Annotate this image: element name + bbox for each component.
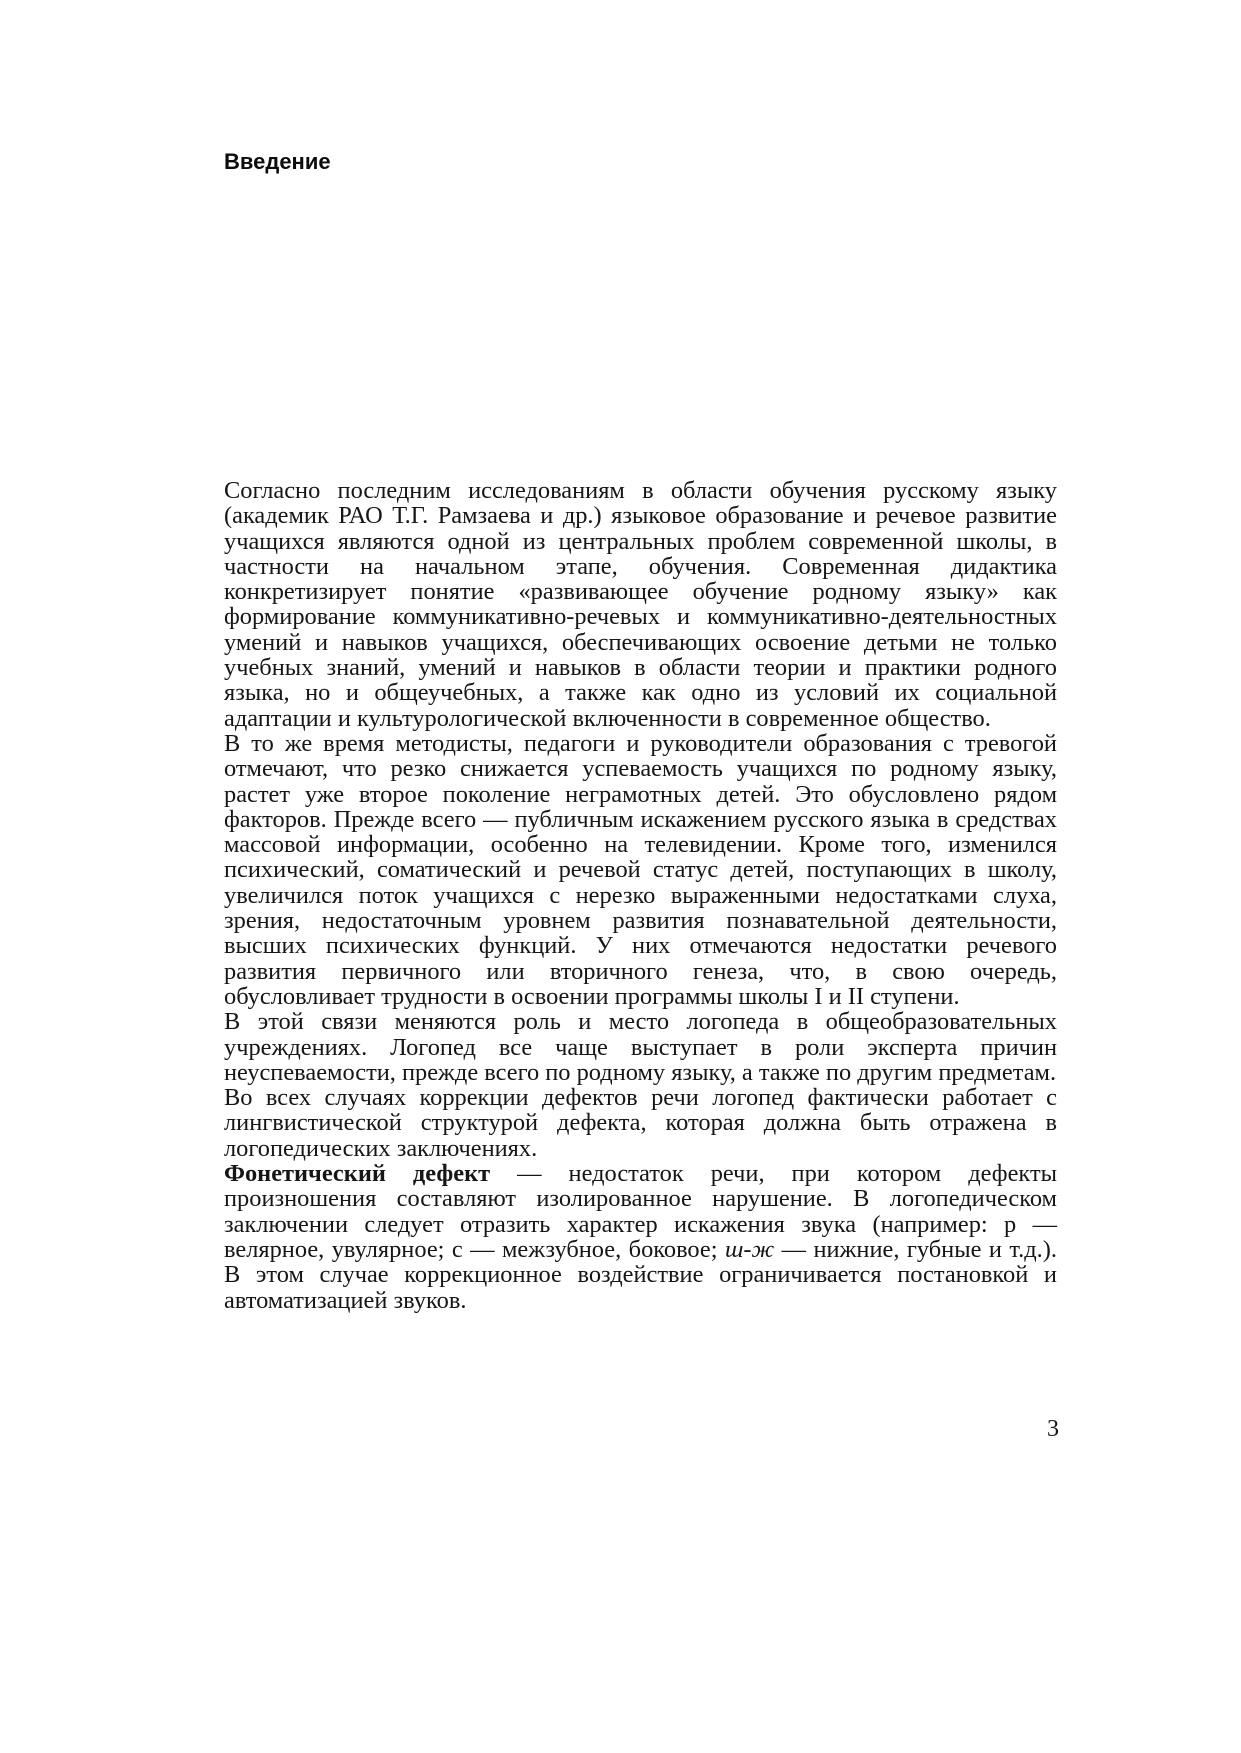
paragraph-phonetic-defect [224, 1161, 1057, 1313]
phonetic-italic-sounds: ш-ж [724, 1235, 775, 1263]
page-number: 3 [1047, 1416, 1059, 1442]
paragraph-concerns: В то же время методисты, педагоги и руководители образования с тревогой отмечают, что резко снижается успеваемость учащихся по родному языку, растет уже второе поколение неграмотных детей. Это обусловлено рядом факторов. Прежде всего — публичным искажением русского языка в средствах массовой информации, особенно на телевидении. Кроме того, изменился психический, соматический и речевой статус детей, поступающих в школу, увеличился поток учащихся с нерезко выраженными недостатками слуха, зрения, недостаточным уровнем развития познавательной деятельности, высших психических функций. У них отмечаются недостатки речевого развития первичного или вторичного генеза, что, в свою очередь, обусловливает трудности в освоении программы школы I и II ступени. [224, 729, 1057, 1010]
body-text [224, 478, 1057, 1313]
phonetic-text-part1: — недостаток речи, при котором дефекты произношения составляют изолированное нарушение. В логопедическом заключении следует отразить характер искажения звука (например: р — велярное, увулярное; с — межзубное, боковое; [224, 1160, 1057, 1263]
paragraph-speech-therapist-role: В этой связи меняются роль и место логопеда в общеобразовательных учреждениях. Логопед все чаще выступает в роли эксперта причин неуспеваемости, прежде всего по родному языку, а также по другим предметам. [224, 1008, 1057, 1086]
term-phonetic-defect: Фонетический дефект [224, 1160, 491, 1188]
phonetic-text-part2: — нижние, губные и т.д.). В этом случае коррекционное воздействие ограничивается постановкой и автоматизацией звуков. [224, 1235, 1057, 1314]
paragraph-intro: Согласно последним исследованиям в области обучения русскому языку (академик РАО Т.Г. Рамзаева и др.) языковое образование и речевое развитие учащихся являются одной из центральных проблем современной школы, в частности на начальном этапе, обучения. Современная дидактика конкретизирует понятие «развивающее обучение родному языку» как формирование коммуникативно-речевых и коммуникативно-деятельностных умений и навыков учащихся, обеспечивающих освоение детьми не только учебных знаний, умений и навыков в области теории и практики родного языка, но и общеучебных, а также как одно из условий их социальной адаптации и культурологической включенности в современное общество. [224, 477, 1057, 732]
page-heading: Введение [224, 149, 331, 174]
paragraph-defect-structure: Во всех случаях коррекции дефектов речи логопед фактически работает с лингвистической структурой дефекта, которая должна быть отражена в логопедических заключениях. [224, 1084, 1057, 1162]
